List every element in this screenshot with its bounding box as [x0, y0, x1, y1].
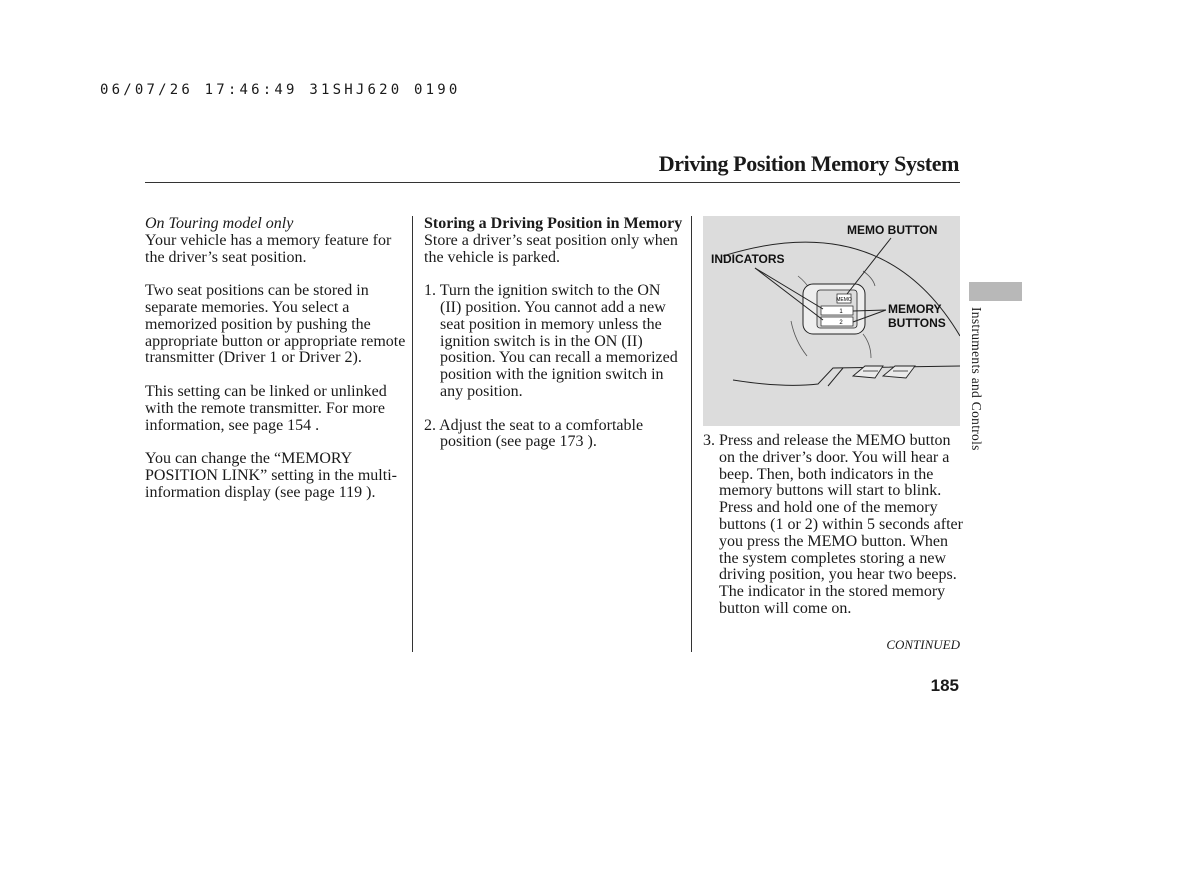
page-number: 185 — [930, 676, 959, 695]
page-title: Driving Position Memory System — [658, 151, 959, 176]
title-rule — [145, 182, 960, 183]
storing-column — [424, 216, 684, 451]
model-note: On Touring model only — [145, 215, 294, 232]
door-panel-drawing — [703, 216, 960, 426]
section-side-label: Instruments and Controls — [969, 307, 984, 451]
step-3: 3. Press and release the MEMO button on the driver’s door. You will hear a beep. Then, both indicators in the memory buttons will start to blink. Press and hold one of the memory buttons (1 or 2) within 5 seconds after you press the MEMO button. When the system completes storing a new driving position, you hear two beeps. The indicator in the stored memory button will come on. — [703, 432, 963, 617]
section-heading: Storing a Driving Position in Memory — [424, 215, 683, 232]
step-3-column — [703, 433, 963, 618]
memory-buttons-callout-line1: MEMORY — [888, 302, 942, 316]
print-code-header: 06/07/26 17:46:49 31SHJ620 0190 — [100, 82, 461, 98]
armrest-outline — [733, 366, 960, 385]
memory-button-2-text: 2 — [839, 320, 843, 326]
memo-button-callout: MEMO BUTTON — [847, 223, 938, 237]
step-2: 2. Adjust the seat to a comfortable position (see page 173 ). — [424, 416, 644, 451]
continued-note: CONTINUED — [886, 637, 960, 652]
intro-column — [145, 216, 407, 502]
memory-button-1 — [821, 306, 853, 315]
memo-button-text: MEMO — [836, 297, 852, 303]
section-tab-marker — [969, 282, 1022, 301]
memory-button-1-text: 1 — [839, 309, 843, 315]
memory-button-2 — [821, 317, 853, 326]
section-side-label-container — [966, 307, 986, 467]
sketch-stroke — [863, 334, 871, 358]
memo-button-illustration — [703, 216, 960, 426]
sketch-stroke — [863, 271, 875, 286]
intro-paragraph-1: Your vehicle has a memory feature for the driver’s seat position. — [145, 231, 392, 266]
column-divider-2 — [691, 216, 692, 652]
indicators-callout: INDICATORS — [711, 252, 785, 266]
intro-paragraph-3: This setting can be linked or unlinked with the remote transmitter. For more information, see page 154 . — [145, 382, 387, 434]
intro-paragraph-4: You can change the “MEMORY POSITION LINK” setting in the multi-information display (see page 119 ). — [145, 450, 397, 501]
column-divider-1 — [412, 216, 413, 652]
memory-buttons-callout-line2: BUTTONS — [888, 316, 946, 330]
intro-paragraph-2: Two seat positions can be stored in separate memories. You select a memorized position by pushing the appropriate button or appropriate remote transmitter (Driver 1 or Driver 2). — [145, 282, 406, 367]
window-switch-2 — [883, 366, 915, 378]
section-intro: Store a driver’s seat position only when the vehicle is parked. — [424, 231, 678, 266]
step-1: 1. Turn the ignition switch to the ON (II) position. You cannot add a new seat position in memory unless the ignition switch is in the ON (II) position. You can recall a memorized position with the ignition switch in any position. — [424, 282, 678, 400]
memo-leader-line — [847, 238, 891, 294]
